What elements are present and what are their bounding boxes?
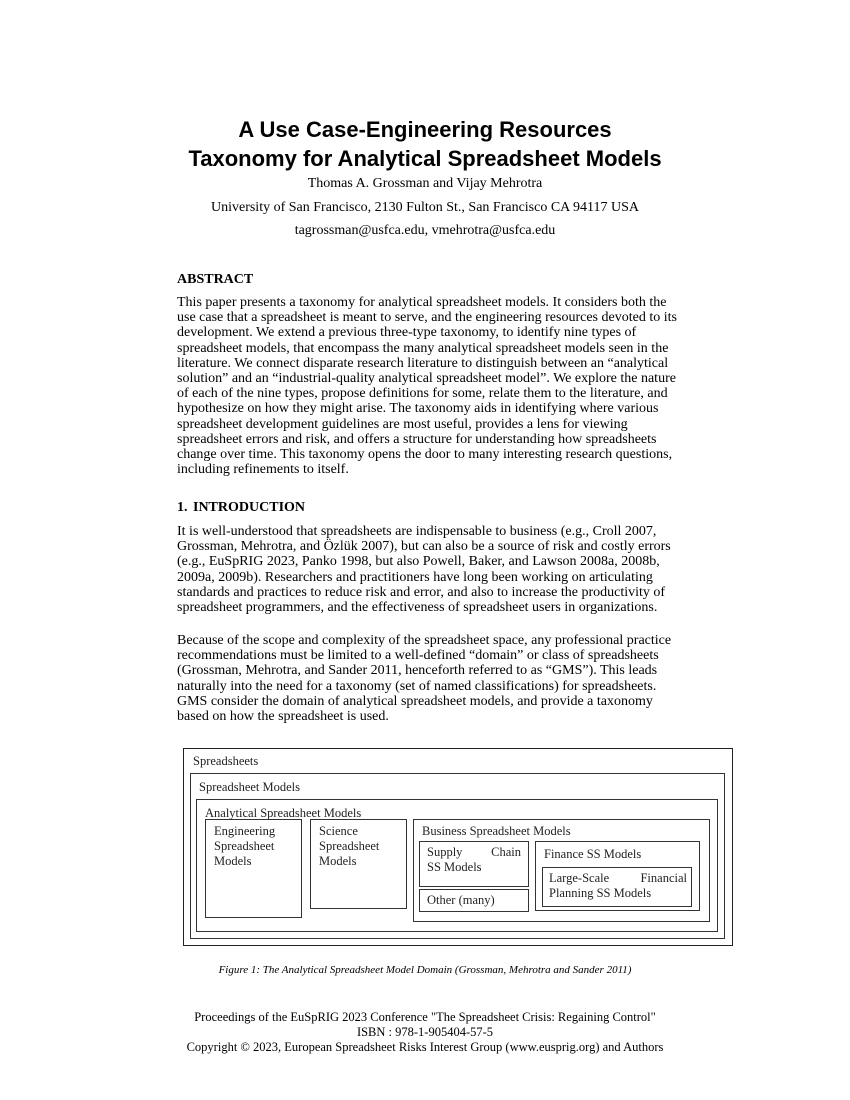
engineering-models-label: Engineering Spreadsheet Models [214,824,276,868]
footer-copyright: Copyright © 2023, European Spreadsheet Risks Interest Group (www.eusprig.org) and Authors [186,1040,664,1054]
analytical-models-box [196,799,718,932]
large-scale-label: Large-Scale Financial Planning SS Models [549,871,687,900]
abstract-text: This paper presents a taxonomy for analytical spreadsheet models. It considers both the use case that a spreadsheet is meant to serve, and the engineering resources devoted to its development. We extend a previous three-type taxonomy, to identify nine types of spreadsheet models, that encompass the many analytical spreadsheet models seen in the literature. We connect disparate research literature to distinguish between an “analytical solution” and an “industrial-quality analytical spreadsheet model”. We explore the nature of each of the nine types, propose definitions for some, relate them to the literature, and hypothesize on how they might arise. The taxonomy aids in identifying where various spreadsheet development guidelines are most useful, provides a lens for viewing spreadsheet errors and risk, and offers a structure for understanding how spreadsheets change over time. This taxonomy opens the door to many interesting research questions, including refinements to itself. [177,295,677,478]
large-scale-box [542,867,692,907]
footer-isbn: ISBN : 978-1-905404-57-5 [356,1025,494,1039]
other-box [419,889,529,912]
finance-models-box [535,841,700,911]
title-line-1: A Use Case-Engineering Resources [238,117,612,142]
footer-proceedings: Proceedings of the EuSpRIG 2023 Conference "The Spreadsheet Crisis: Regaining Control" [194,1010,656,1024]
supply-chain-box [419,841,529,887]
spreadsheets-label: Spreadsheets [193,754,259,768]
other-label: Other (many) [427,893,495,907]
business-models-box [413,819,710,922]
footer [0,1010,850,1055]
authors: Thomas A. Grossman and Vijay Mehrotra [307,176,543,191]
section-number: 1. [177,500,188,515]
title-line-2: Taxonomy for Analytical Spreadsheet Models [188,146,662,171]
finance-models-label: Finance SS Models [544,847,642,861]
science-models-label: Science Spreadsheet Models [319,824,380,868]
supply-chain-label: Supply Chain SS Models [427,845,521,874]
figure-1 [183,748,733,946]
business-models-label: Business Spreadsheet Models [422,824,571,838]
analytical-models-label: Analytical Spreadsheet Models [205,806,362,820]
spreadsheet-models-label: Spreadsheet Models [199,780,301,794]
science-models-box [310,819,407,909]
abstract-heading: ABSTRACT [177,272,254,287]
intro-paragraph-2: Because of the scope and complexity of the spreadsheet space, any professional practice recommendations must be limited to a well-defined “domain” or class of spreadsheets (Grossman, Mehrotra, and Sander 2011, henceforth referred to as “GMS”). This leads naturally into the need for a taxonomy (set of named classifications) for spreadsheets. GMS consider the domain of analytical spreadsheet models, and provide a taxonomy based on how the spreadsheet is used. [177,633,672,725]
paper-title [0,115,850,173]
affiliation: University of San Francisco, 2130 Fulton St., San Francisco CA 94117 USA [210,200,640,215]
introduction-heading [177,500,305,516]
spreadsheet-models-box [190,773,725,939]
figure-caption: Figure 1: The Analytical Spreadsheet Model Domain (Grossman, Mehrotra and Sander 2011) [218,964,632,976]
author-emails: tagrossman@usfca.edu, vmehrotra@usfca.edu [294,223,556,238]
engineering-models-box [205,819,302,918]
section-title: INTRODUCTION [193,500,306,515]
intro-paragraph-1: It is well-understood that spreadsheets are indispensable to business (e.g., Croll 2007, Grossman, Mehrotra, and Özlük 2007), but can also be a source of risk and costly errors (e.g., EuSpRIG 2023, Panko 1998, but also Powell, Baker, and Lawson 2008a, 2008b, 2009a, 2009b). Researchers and practitioners have long been working on articulating standards and practices to reduce risk and error, and also to increase the productivity of spreadsheet programmers, and the effectiveness of spreadsheet users in organizations. [177,524,671,616]
